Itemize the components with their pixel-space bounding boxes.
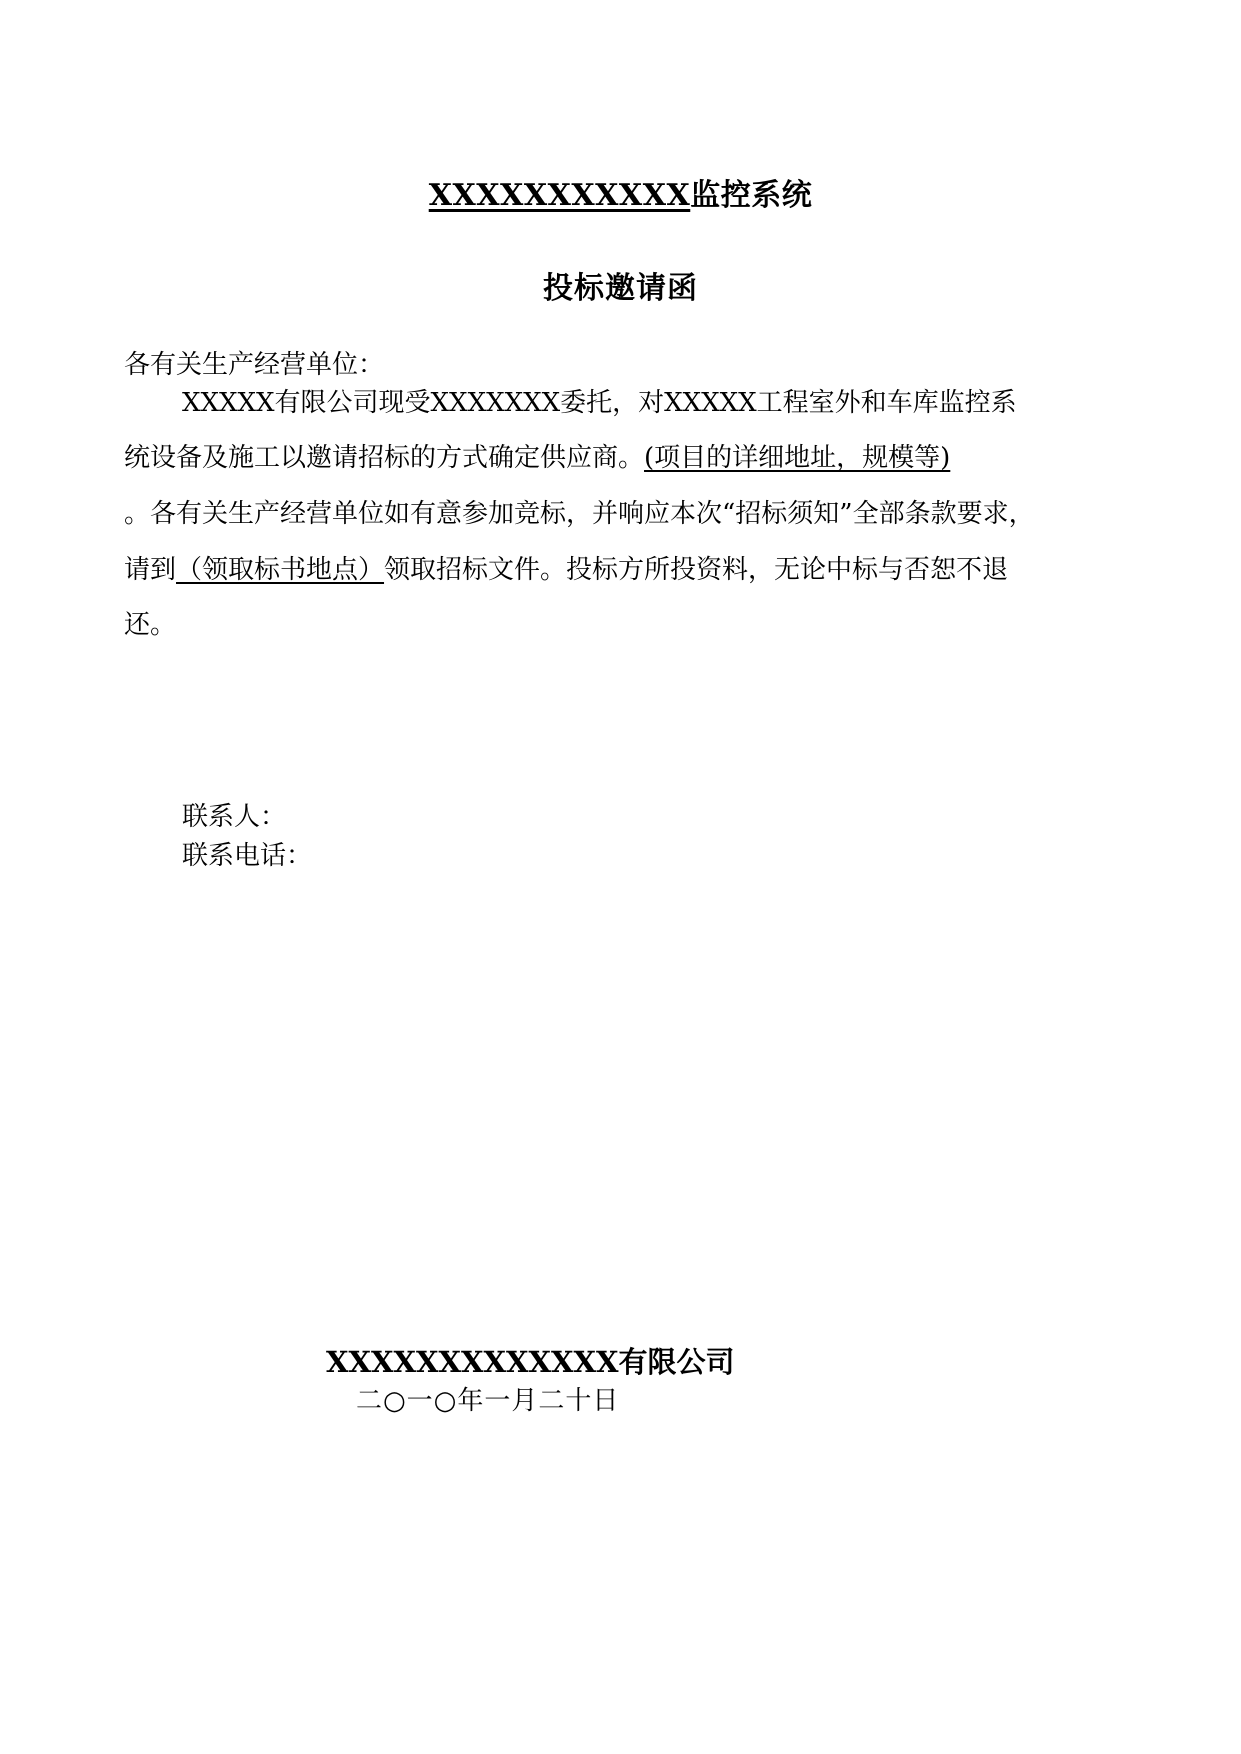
document-title — [0, 170, 1241, 214]
salutation: 各有关生产经营单位： — [124, 350, 385, 380]
project-details-placeholder: (项目的详细地址，规模等) — [644, 443, 951, 473]
body-line-3: 。各有关生产经营单位如有意参加竞标，并响应本次“招标须知”全部条款要求， — [124, 499, 1035, 529]
title-placeholder: XXXXXXXXXXX — [428, 178, 691, 213]
body-line-1: XXXXX有限公司现受XXXXXXX委托，对XXXXX工程室外和车库监控系 — [182, 388, 1017, 418]
signature-company: XXXXXXXXXXXXX有限公司 — [326, 1345, 735, 1379]
title-suffix: 监控系统 — [690, 178, 813, 213]
body-line-4-suffix: 领取招标文件。投标方所投资料，无论中标与否恕不退 — [384, 555, 1009, 585]
contact-person-label: 联系人： — [182, 802, 287, 832]
pickup-location-placeholder: （领取标书地点） — [176, 555, 385, 585]
body-line-4-prefix: 请到 — [124, 555, 177, 585]
contact-phone-label: 联系电话： — [182, 841, 313, 871]
body-line-2-text: 统设备及施工以邀请招标的方式确定供应商。 — [124, 443, 645, 473]
body-line-4 — [124, 549, 1008, 586]
body-line-5: 还。 — [124, 610, 177, 640]
body-line-2 — [124, 437, 950, 474]
document-subtitle: 投标邀请函 — [543, 271, 698, 306]
signature-date: 二○一○年一月二十日 — [356, 1386, 620, 1416]
